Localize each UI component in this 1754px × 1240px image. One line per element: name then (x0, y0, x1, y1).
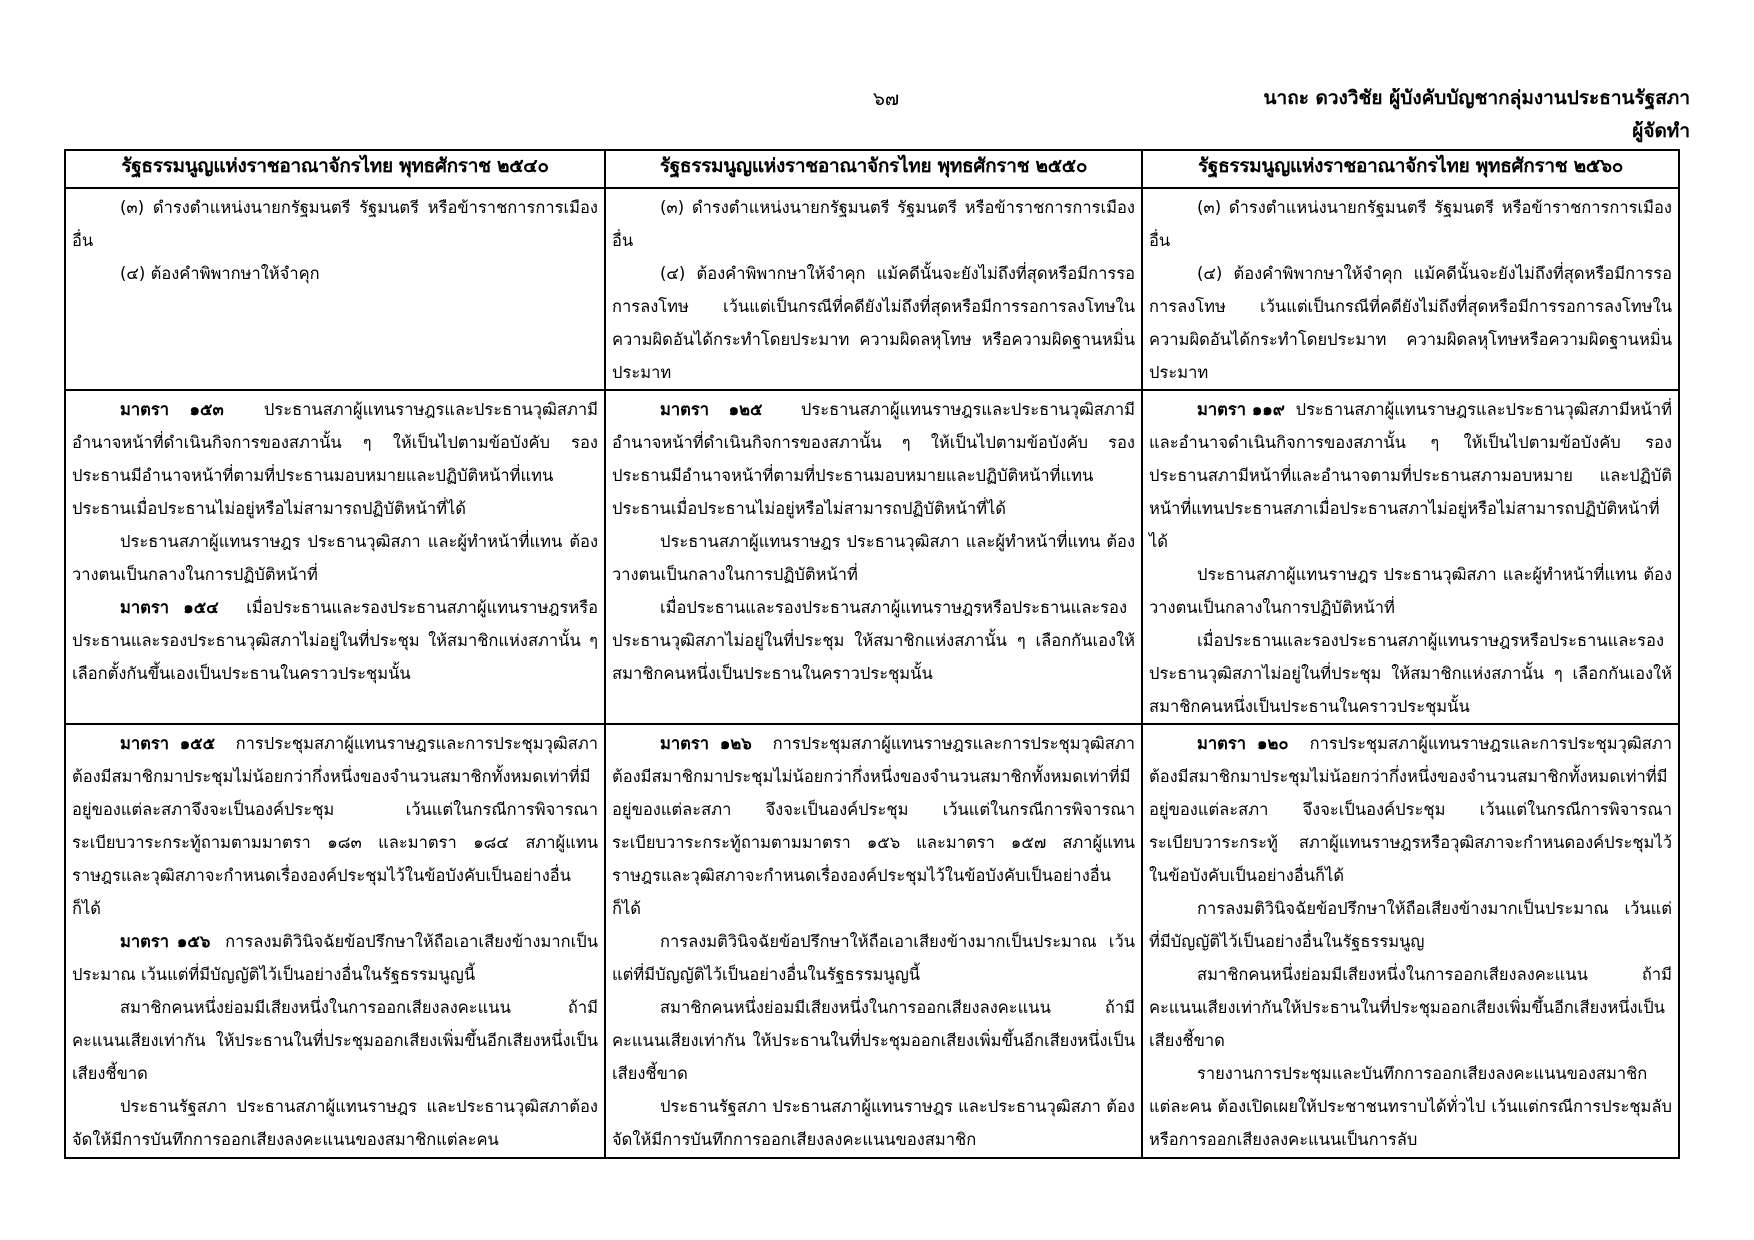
paragraph: ประธานรัฐสภา ประธานสภาผู้แทนราษฎร และประธานวุฒิสภาต้องจัดให้มีการบันทึกการออกเสียงลงคะแนนของสมาชิกแต่ละคน (72, 1097, 598, 1149)
table-cell (1142, 724, 1679, 1158)
section-number: มาตรา ๑๕๓ (120, 400, 224, 419)
paragraph (612, 727, 1135, 925)
section-number: มาตรา ๑๒๐ (1197, 734, 1289, 753)
comparison-table (64, 149, 1680, 1159)
paragraph: (๔) ต้องคำพิพากษาให้จำคุก (120, 264, 320, 283)
section-number: มาตรา ๑๕๖ (120, 932, 211, 951)
paragraph (72, 727, 598, 925)
paragraph: (๔) ต้องคำพิพากษาให้จำคุก แม้คดีนั้นจะยังไม่ถึงที่สุดหรือมีการรอการลงโทษ เว้นแต่เป็นกรณีที่คดียังไม่ถึงที่สุดหรือมีการรอการลงโทษในความผิดอันได้กระทำโดยประมาท ความผิดลหุโทษ หรือความผิดฐานหมิ่นประมาท (612, 264, 1135, 382)
paragraph-text: ประธานสภาผู้แทนราษฎรและประธานวุฒิสภามีหน้าที่และอำนาจดำเนินกิจการของสภานั้น ๆ ให้เป็นไปตามข้อบังคับ รองประธานสภามีหน้าที่และอำนาจตามที่ประธานสภามอบหมาย และปฏิบัติหน้าที่แทนประธานสภาเมื่อประธานสภาไม่อยู่หรือไม่สามารถปฏิบัติหน้าที่ได้ (1149, 400, 1672, 551)
table-header-row (65, 150, 1679, 188)
author-role: ผู้จัดทำ (1632, 120, 1690, 142)
paragraph: เมื่อประธานและรองประธานสภาผู้แทนราษฎรหรือประธานและรองประธานวุฒิสภาไม่อยู่ในที่ประชุม ให้สมาชิกแห่งสภานั้น ๆ เลือกกันเองให้สมาชิกคนหนึ่งเป็นประธานในคราวประชุมนั้น (1149, 631, 1672, 716)
paragraph (1149, 393, 1672, 558)
table-cell (605, 724, 1142, 1158)
paragraph: รายงานการประชุมและบันทึกการออกเสียงลงคะแนนของสมาชิกแต่ละคน ต้องเปิดเผยให้ประชาชนทราบได้ทั่วไป เว้นแต่กรณีการประชุมลับหรือการออกเสียงลงคะแนนเป็นการลับ (1149, 1064, 1672, 1149)
paragraph: (๓) ดำรงตำแหน่งนายกรัฐมนตรี รัฐมนตรี หรือข้าราชการการเมืองอื่น (72, 198, 598, 250)
paragraph: (๔) ต้องคำพิพากษาให้จำคุก แม้คดีนั้นจะยังไม่ถึงที่สุดหรือมีการรอการลงโทษ เว้นแต่เป็นกรณีที่คดียังไม่ถึงที่สุดหรือมีการรอการลงโทษในความผิดอันได้กระทำโดยประมาท ความผิดลหุโทษหรือความผิดฐานหมิ่นประมาท (1149, 264, 1672, 382)
table-row (65, 390, 1679, 724)
paragraph (1149, 727, 1672, 892)
paragraph: ประธานสภาผู้แทนราษฎร ประธานวุฒิสภา และผู้ทำหน้าที่แทน ต้องวางตนเป็นกลางในการปฏิบัติหน้าที่ (612, 532, 1135, 584)
section-number: มาตรา ๑๑๙ (1197, 400, 1285, 419)
table-cell (65, 724, 605, 1158)
column-header-2560: รัฐธรรมนูญแห่งราชอาณาจักรไทย พุทธศักราช ๒๕๖๐ (1142, 150, 1679, 188)
paragraph: (๓) ดำรงตำแหน่งนายกรัฐมนตรี รัฐมนตรี หรือข้าราชการการเมืองอื่น (612, 198, 1135, 250)
paragraph-text: ประธานสภาผู้แทนราษฎรและประธานวุฒิสภามีอำนาจหน้าที่ดำเนินกิจการของสภานั้น ๆ ให้เป็นไปตามข้อบังคับ รองประธานมีอำนาจหน้าที่ตามที่ประธานมอบหมายและปฏิบัติหน้าที่แทนประธานเมื่อประธานไม่อยู่หรือไม่สามารถปฏิบัติหน้าที่ได้ (72, 400, 598, 518)
paragraph (72, 393, 598, 525)
paragraph: (๓) ดำรงตำแหน่งนายกรัฐมนตรี รัฐมนตรี หรือข้าราชการการเมืองอื่น (1149, 198, 1672, 250)
paragraph: เมื่อประธานและรองประธานสภาผู้แทนราษฎรหรือประธานและรองประธานวุฒิสภาไม่อยู่ในที่ประชุม ให้สมาชิกแห่งสภานั้น ๆ เลือกกันเองให้สมาชิกคนหนึ่งเป็นประธานในคราวประชุมนั้น (612, 598, 1135, 683)
page-number: ๖๗ (872, 88, 900, 110)
paragraph-text: การประชุมสภาผู้แทนราษฎรและการประชุมวุฒิสภาต้องมีสมาชิกมาประชุมไม่น้อยกว่ากึ่งหนึ่งของจำนวนสมาชิกทั้งหมดเท่าที่มีอยู่ของแต่ละสภา จึงจะเป็นองค์ประชุม เว้นแต่ในกรณีการพิจารณาระเบียบวาระกระทู้ สภาผู้แทนราษฎรหรือวุฒิสภาจะกำหนดองค์ประชุมไว้ในข้อบังคับเป็นอย่างอื่นก็ได้ (1149, 734, 1672, 885)
table-cell (65, 188, 605, 390)
table-row (65, 188, 1679, 390)
column-header-2550: รัฐธรรมนูญแห่งราชอาณาจักรไทย พุทธศักราช ๒๕๕๐ (605, 150, 1142, 188)
section-number: มาตรา ๑๒๕ (660, 400, 763, 419)
table-row (65, 724, 1679, 1158)
table-cell (605, 390, 1142, 724)
paragraph-text: เมื่อประธานและรองประธานสภาผู้แทนราษฎรหรือประธานและรองประธานวุฒิสภาไม่อยู่ในที่ประชุม ให้สมาชิกแห่งสภานั้น ๆ เลือกตั้งกันขึ้นเองเป็นประธานในคราวประชุมนั้น (72, 598, 598, 683)
paragraph: ประธานสภาผู้แทนราษฎร ประธานวุฒิสภา และผู้ทำหน้าที่แทน ต้องวางตนเป็นกลางในการปฏิบัติหน้าที่ (72, 532, 598, 584)
paragraph-text: การประชุมสภาผู้แทนราษฎรและการประชุมวุฒิสภาต้องมีสมาชิกมาประชุมไม่น้อยกว่ากึ่งหนึ่งของจำนวนสมาชิกทั้งหมดเท่าที่มีอยู่ของแต่ละสภาจึงจะเป็นองค์ประชุม เว้นแต่ในกรณีการพิจารณาระเบียบวาระกระทู้ถามตามมาตรา ๑๘๓ และมาตรา ๑๘๔ สภาผู้แทนราษฎรและวุฒิสภาจะกำหนดเรื่ององค์ประชุมไว้ในข้อบังคับเป็นอย่างอื่นก็ได้ (72, 734, 598, 918)
table-cell (1142, 188, 1679, 390)
paragraph (612, 393, 1135, 525)
paragraph: สมาชิกคนหนึ่งย่อมมีเสียงหนึ่งในการออกเสียงลงคะแนน ถ้ามีคะแนนเสียงเท่ากัน ให้ประธานในที่ประชุมออกเสียงเพิ่มขึ้นอีกเสียงหนึ่งเป็นเสียงชี้ขาด (72, 998, 598, 1083)
paragraph-text: การประชุมสภาผู้แทนราษฎรและการประชุมวุฒิสภาต้องมีสมาชิกมาประชุมไม่น้อยกว่ากึ่งหนึ่งของจำนวนสมาชิกทั้งหมดเท่าที่มีอยู่ของแต่ละสภา จึงจะเป็นองค์ประชุม เว้นแต่ในกรณีการพิจารณาระเบียบวาระกระทู้ถามตามมาตรา ๑๕๖ และมาตรา ๑๕๗ สภาผู้แทนราษฎรและวุฒิสภาจะกำหนดเรื่ององค์ประชุมไว้ในข้อบังคับเป็นอย่างอื่นก็ได้ (612, 734, 1135, 918)
document-author (990, 82, 1690, 148)
section-number: มาตรา ๑๕๔ (120, 598, 219, 617)
section-number: มาตรา ๑๕๕ (120, 734, 216, 753)
paragraph: สมาชิกคนหนึ่งย่อมมีเสียงหนึ่งในการออกเสียงลงคะแนน ถ้ามีคะแนนเสียงเท่ากัน ให้ประธานในที่ประชุมออกเสียงเพิ่มขึ้นอีกเสียงหนึ่งเป็นเสียงชี้ขาด (612, 998, 1135, 1083)
paragraph-text: ประธานสภาผู้แทนราษฎรและประธานวุฒิสภามีอำนาจหน้าที่ดำเนินกิจการของสภานั้น ๆ ให้เป็นไปตามข้อบังคับ รองประธานมีอำนาจหน้าที่ตามที่ประธานมอบหมายและปฏิบัติหน้าที่แทนประธานเมื่อประธานไม่อยู่หรือไม่สามารถปฏิบัติหน้าที่ได้ (612, 400, 1135, 518)
paragraph: สมาชิกคนหนึ่งย่อมมีเสียงหนึ่งในการออกเสียงลงคะแนน ถ้ามีคะแนนเสียงเท่ากันให้ประธานในที่ประชุมออกเสียงเพิ่มขึ้นอีกเสียงหนึ่งเป็นเสียงชี้ขาด (1149, 965, 1672, 1050)
table-cell (605, 188, 1142, 390)
paragraph (72, 591, 598, 690)
table-cell (1142, 390, 1679, 724)
paragraph: ประธานสภาผู้แทนราษฎร ประธานวุฒิสภา และผู้ทำหน้าที่แทน ต้องวางตนเป็นกลางในการปฏิบัติหน้าที่ (1149, 565, 1672, 617)
paragraph: การลงมติวินิจฉัยข้อปรึกษาให้ถือเสียงข้างมากเป็นประมาณ เว้นแต่ที่มีบัญญัติไว้เป็นอย่างอื่นในรัฐธรรมนูญ (1149, 899, 1672, 951)
section-number: มาตรา ๑๒๖ (660, 734, 752, 753)
paragraph: การลงมติวินิจฉัยข้อปรึกษาให้ถือเอาเสียงข้างมากเป็นประมาณ เว้นแต่ที่มีบัญญัติไว้เป็นอย่างอื่นในรัฐธรรมนูญนี้ (612, 932, 1135, 984)
paragraph: ประธานรัฐสภา ประธานสภาผู้แทนราษฎร และประธานวุฒิสภา ต้องจัดให้มีการบันทึกการออกเสียงลงคะแนนของสมาชิก (612, 1097, 1135, 1149)
author-title: นาถะ ดวงวิชัย ผู้บังคับบัญชากลุ่มงานประธานรัฐสภา (1263, 87, 1690, 109)
table-cell (65, 390, 605, 724)
paragraph-text: การลงมติวินิจฉัยข้อปรึกษาให้ถือเอาเสียงข้างมากเป็นประมาณ เว้นแต่ที่มีบัญญัติไว้เป็นอย่างอื่นในรัฐธรรมนูญนี้ (72, 932, 598, 984)
column-header-2540: รัฐธรรมนูญแห่งราชอาณาจักรไทย พุทธศักราช ๒๕๔๐ (65, 150, 605, 188)
paragraph (72, 925, 598, 991)
